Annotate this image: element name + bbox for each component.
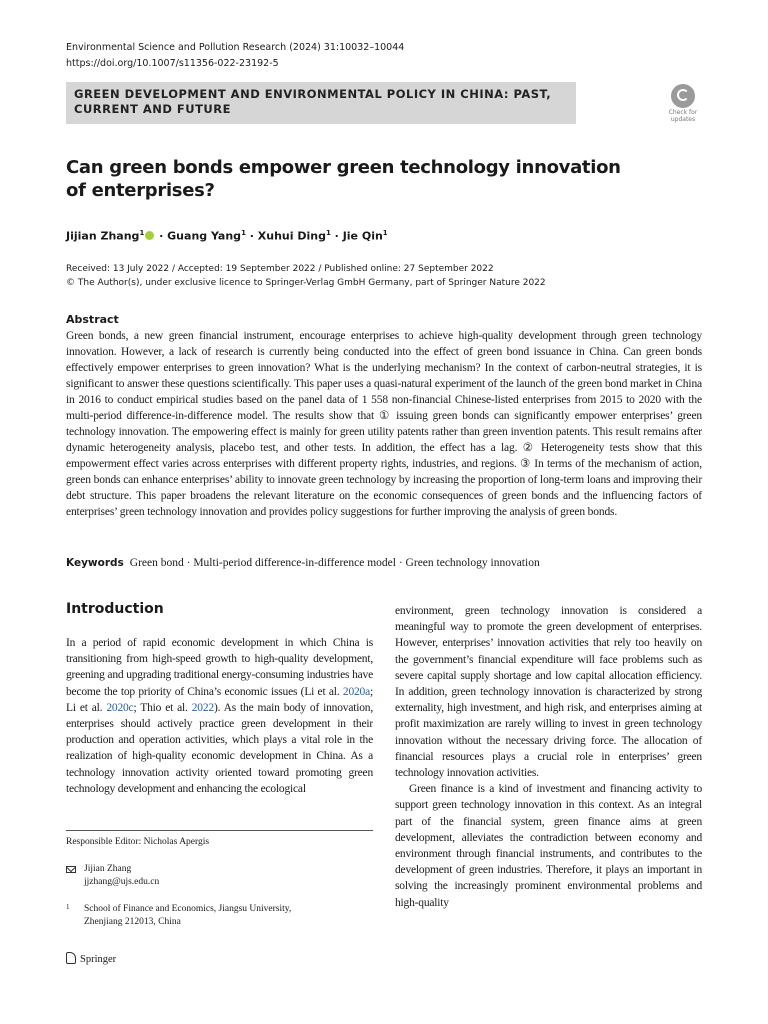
topical-collection-banner bbox=[66, 82, 576, 124]
publisher-footer bbox=[66, 952, 116, 967]
banner-title: GREEN DEVELOPMENT AND ENVIRONMENTAL POLICY IN CHINA: PAST, CURRENT AND FUTURE bbox=[74, 87, 552, 116]
abstract-heading: Abstract bbox=[66, 313, 119, 326]
affiliation-marker: 1 bbox=[139, 229, 145, 237]
author-name[interactable]: Jie Qin bbox=[342, 229, 383, 243]
affiliation-marker: 1 bbox=[325, 229, 331, 237]
keywords bbox=[66, 555, 540, 571]
affiliation-marker: 1 bbox=[382, 229, 388, 237]
journal-citation bbox=[66, 40, 404, 72]
section-heading-introduction: Introduction bbox=[66, 601, 164, 617]
right-column bbox=[395, 603, 702, 911]
copyright-notice: © The Author(s), under exclusive licence to Springer-Verlag GmbH Germany, part of Springer Nature 2022 bbox=[66, 278, 546, 288]
affiliation-line: School of Finance and Economics, Jiangsu University, bbox=[84, 904, 292, 914]
springer-logo-icon bbox=[66, 952, 76, 964]
author-name[interactable]: Guang Yang bbox=[167, 229, 242, 243]
author-name[interactable]: Jijian Zhang bbox=[66, 229, 140, 243]
author-name[interactable]: Xuhui Ding bbox=[257, 229, 326, 243]
check-label-1: Check for bbox=[668, 109, 698, 116]
paragraph: environment, green technology innovation is considered a meaningful way to promote the green development of enterprises. However, enterprises’ innovation activities that rely too heavily on the government’s financial expenditure will face problems such as severe capital supply shortage and low capital allocation efficiency. In addition, green technology innovation is characterized by strong externality, high investment, and high risk, and enterprises aiming at profit maximization are rarely willing to invest in green technology innovation without the necessary driving force. The allocation of financial resources plays a crucial role in enterprises’ green technology innovation activities. bbox=[395, 605, 702, 780]
left-column bbox=[66, 635, 373, 797]
keywords-label: Keywords bbox=[66, 557, 124, 569]
author-list: Jijian Zhang$^1$ · Guang Yang$^1$ · Xuhui Ding$^1$ · Jie Qin$^1$ bbox=[66, 229, 388, 243]
abstract-text: Green bonds, a new green financial instrument, encourage enterprises to achieve high-quality development through green technology innovation. However, a lack of research is currently being conducted into the effect of green bond issuance in China. Can green bonds effectively empower enterprises to green innovation? What is the underlying mechanism? In the context of carbon-neutral strategies, it is significant to answer these questions scientifically. This paper uses a quasi-natural experiment of the launch of the green bond market in China in 2016 to conduct empirical studies based on the panel data of 1 558 non-financial Chinese-listed enterprises from 2015 to 2020 with the multi-period difference-in-difference model. The results show that ① issuing green bonds can significantly empower enterprises’ green technology innovation. The empowering effect is mainly for green utility patents rather than green invention patents. This result remains after dynamic heterogeneity analysis, placebo test, and other tests. In addition, the effect has a lag. ② Heterogeneity tests show that this empowerment effect varies across enterprises with different property rights, industries, and regions. ③ In terms of the mechanism of action, green bonds can enhance enterprises’ ability to innovate green technology by increasing the proportion of long-term loans and improving their debt structure. This paper broadens the relevant literature on the economic consequences of green bonds and the influencing factors of enterprises’ green technology innovation and provides policy suggestions for further improving the analysis of green bonds. bbox=[66, 330, 702, 518]
journal-name: Environmental Science and Pollution Research (2024) 31:10032–10044 bbox=[66, 42, 405, 53]
affiliation-line: Zhenjiang 212013, China bbox=[84, 917, 181, 927]
publisher-name: Springer bbox=[80, 954, 117, 965]
doi-link[interactable]: https://doi.org/10.1007/s11356-022-23192-5 bbox=[66, 58, 279, 69]
corresponding-name: Jijian Zhang bbox=[84, 864, 132, 874]
paragraph: In a period of rapid economic development in which China is transitioning from high-speed growth to high-quality development, greening and upgrading traditional energy-consuming industries have become the top priority of China’s economic issues (Li et al. 2020a; Li et al. 2020c; Thio et al. 2022). As the main body of innovation, enterprises should actively practice green development in their production and operation activities, which plays a vital role in the realization of high-quality economic development in China. As a technology innovation activity oriented toward promoting green technology development and enhancing the ecological bbox=[66, 637, 373, 795]
envelope-icon bbox=[66, 866, 76, 873]
keywords-text: Green bond · Multi-period difference-in-difference model · Green technology innovation bbox=[129, 557, 540, 569]
citation-link[interactable]: 2020a bbox=[342, 685, 370, 698]
footnote-divider bbox=[66, 830, 373, 831]
check-label-2: updates bbox=[670, 116, 696, 123]
article-dates: Received: 13 July 2022 / Accepted: 19 September 2022 / Published online: 27 September 2022 bbox=[66, 264, 494, 274]
check-for-updates-badge[interactable] bbox=[664, 84, 702, 124]
crossmark-icon bbox=[671, 84, 695, 108]
affiliation-number: 1 bbox=[66, 903, 70, 911]
affiliation-marker: 1 bbox=[241, 229, 246, 237]
paragraph: Green finance is a kind of investment and financing activity to support green technology innovation in this context. As an integral part of the financial system, green finance aims at green development, alleviates the contradiction between economy and environment through financial instruments, and contributes to the development of green industries. Therefore, it plays an important in solving the increasingly prominent environmental problems and high-quality bbox=[395, 783, 702, 909]
orcid-icon[interactable] bbox=[145, 231, 154, 240]
citation-link[interactable]: 2022 bbox=[191, 701, 214, 714]
responsible-editor: Responsible Editor: Nicholas Apergis bbox=[66, 837, 210, 847]
citation-link[interactable]: 2020c bbox=[106, 701, 134, 714]
corresponding-email[interactable]: jjzhang@ujs.edu.cn bbox=[84, 877, 160, 887]
article-title: Can green bonds empower green technology innovation of enterprises? bbox=[66, 157, 621, 201]
publication-history bbox=[66, 262, 546, 290]
